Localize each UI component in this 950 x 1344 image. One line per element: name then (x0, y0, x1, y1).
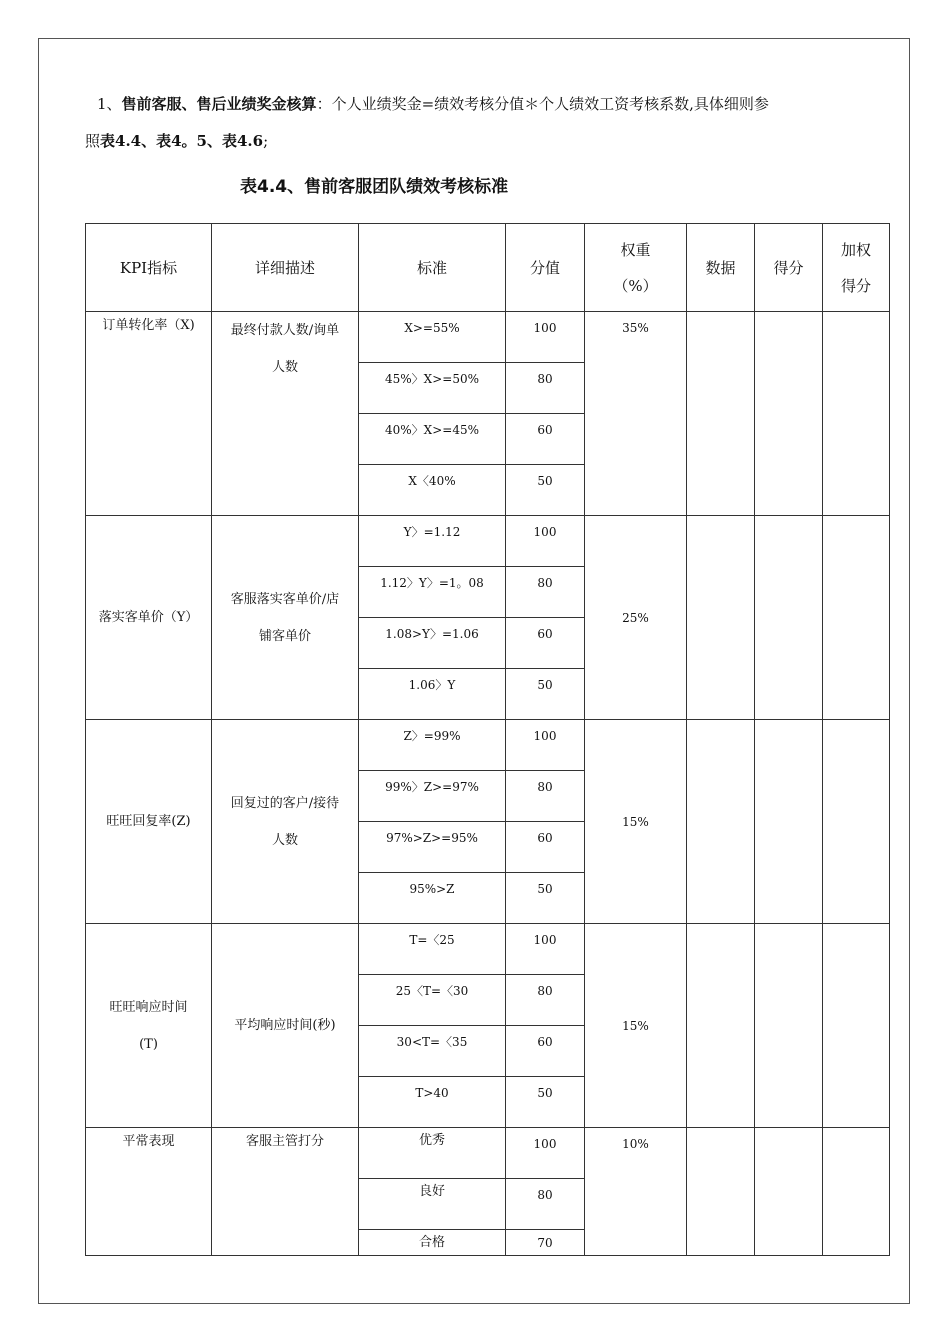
table-row (86, 720, 890, 771)
desc-line: 平均响应时间(秒) (234, 1018, 336, 1033)
standard-cell: Z〉=99% (359, 720, 506, 771)
kpi-table (85, 223, 890, 1256)
standard-cell: 1.08>Y〉=1.06 (359, 618, 506, 669)
desc-line: 客服主管打分 (245, 1134, 324, 1149)
intro-paragraph (85, 86, 885, 160)
score-cell: 60 (506, 1026, 585, 1077)
weight-cell: 35% (585, 312, 687, 516)
intro-table-refs: 表4.4、表4。5、表4.6 (100, 132, 264, 150)
score-cell: 50 (506, 873, 585, 924)
header-weight (585, 224, 687, 312)
data-cell (687, 1128, 755, 1256)
data-cell (687, 312, 755, 516)
table-row (86, 924, 890, 975)
header-kpi: KPI指标 (86, 224, 212, 312)
data-cell (687, 924, 755, 1128)
score-cell: 80 (506, 975, 585, 1026)
standard-cell: X〈40% (359, 465, 506, 516)
standard-cell: 97%>Z>=95% (359, 822, 506, 873)
desc-line: 铺客单价 (258, 628, 311, 644)
header-weight-line2: （%） (613, 276, 658, 295)
standard-cell: 1.12〉Y〉=1。08 (359, 567, 506, 618)
weight-cell: 15% (585, 924, 687, 1128)
weighted-score-cell (823, 924, 890, 1128)
header-standard: 标准 (359, 224, 506, 312)
table-row (86, 312, 890, 363)
score-cell: 50 (506, 1077, 585, 1128)
weighted-score-cell (823, 720, 890, 924)
score-cell: 50 (506, 465, 585, 516)
header-weighted-score (823, 224, 890, 312)
desc-cell (212, 924, 359, 1128)
score-cell: 70 (506, 1230, 585, 1256)
score-cell: 100 (506, 312, 585, 363)
kpi-cell: 旺旺回复率(Z) (86, 720, 212, 924)
desc-cell (212, 720, 359, 924)
standard-cell: 良好 (359, 1179, 506, 1230)
standard-cell: 45%〉X>=50% (359, 363, 506, 414)
score-cell: 80 (506, 363, 585, 414)
intro-text-2a: 照 (85, 132, 101, 150)
weight-cell: 10% (585, 1128, 687, 1256)
weighted-score-cell (823, 312, 890, 516)
kpi-line: 旺旺响应时间 (109, 999, 188, 1015)
get-score-cell (755, 720, 823, 924)
score-cell: 100 (506, 924, 585, 975)
score-cell: 80 (506, 771, 585, 822)
kpi-cell: 平常表现 (86, 1128, 212, 1256)
standard-cell: T>40 (359, 1077, 506, 1128)
standard-cell: 95%>Z (359, 873, 506, 924)
intro-text-2b: ; (263, 132, 269, 150)
score-cell: 100 (506, 516, 585, 567)
desc-line: 人数 (271, 360, 298, 375)
standard-cell: 99%〉Z>=97% (359, 771, 506, 822)
standard-cell: Y〉=1.12 (359, 516, 506, 567)
score-cell: 100 (506, 720, 585, 771)
header-wscore-line2: 得分 (840, 276, 871, 295)
desc-line: 人数 (271, 832, 298, 848)
header-desc: 详细描述 (212, 224, 359, 312)
table-header-row (86, 224, 890, 312)
desc-cell (212, 312, 359, 516)
score-cell: 100 (506, 1128, 585, 1179)
kpi-cell: 订单转化率（X) (86, 312, 212, 516)
standard-cell: 40%〉X>=45% (359, 414, 506, 465)
header-weight-line1: 权重 (620, 240, 651, 259)
standard-cell: X>=55% (359, 312, 506, 363)
header-score: 分值 (506, 224, 585, 312)
desc-line: 客服落实客单价/店 (230, 591, 340, 607)
desc-cell (212, 1128, 359, 1256)
intro-number: 1、 (97, 95, 122, 113)
weight-cell: 25% (585, 516, 687, 720)
get-score-cell (755, 312, 823, 516)
score-cell: 80 (506, 567, 585, 618)
intro-text-1: 个人业绩奖金=绩效考核分值＊个人绩效工资考核系数,具体细则参 (331, 95, 769, 113)
standard-cell: 25〈T=〈30 (359, 975, 506, 1026)
standard-cell: 1.06〉Y (359, 669, 506, 720)
table-row (86, 1128, 890, 1179)
score-cell: 50 (506, 669, 585, 720)
header-data: 数据 (687, 224, 755, 312)
table-row (86, 516, 890, 567)
kpi-line: (T) (139, 1036, 158, 1052)
intro-colon: ： (316, 95, 332, 113)
desc-line: 最终付款人数/询单 (230, 323, 340, 338)
score-cell: 60 (506, 822, 585, 873)
kpi-cell (86, 924, 212, 1128)
desc-cell (212, 516, 359, 720)
kpi-cell: 落实客单价（Y） (86, 516, 212, 720)
standard-cell: 优秀 (359, 1128, 506, 1179)
header-wscore-line1: 加权 (840, 240, 871, 259)
header-get-score: 得分 (755, 224, 823, 312)
get-score-cell (755, 516, 823, 720)
score-cell: 60 (506, 618, 585, 669)
standard-cell: 合格 (359, 1230, 506, 1256)
table-title: 表4.4、售前客服团队绩效考核标准 (240, 177, 509, 197)
weighted-score-cell (823, 1128, 890, 1256)
score-cell: 60 (506, 414, 585, 465)
data-cell (687, 720, 755, 924)
intro-heading: 售前客服、售后业绩奖金核算 (121, 95, 317, 113)
get-score-cell (755, 1128, 823, 1256)
desc-line: 回复过的客户/接待 (230, 795, 340, 811)
weighted-score-cell (823, 516, 890, 720)
standard-cell: 30<T=〈35 (359, 1026, 506, 1077)
data-cell (687, 516, 755, 720)
get-score-cell (755, 924, 823, 1128)
score-cell: 80 (506, 1179, 585, 1230)
standard-cell: T=〈25 (359, 924, 506, 975)
weight-cell: 15% (585, 720, 687, 924)
